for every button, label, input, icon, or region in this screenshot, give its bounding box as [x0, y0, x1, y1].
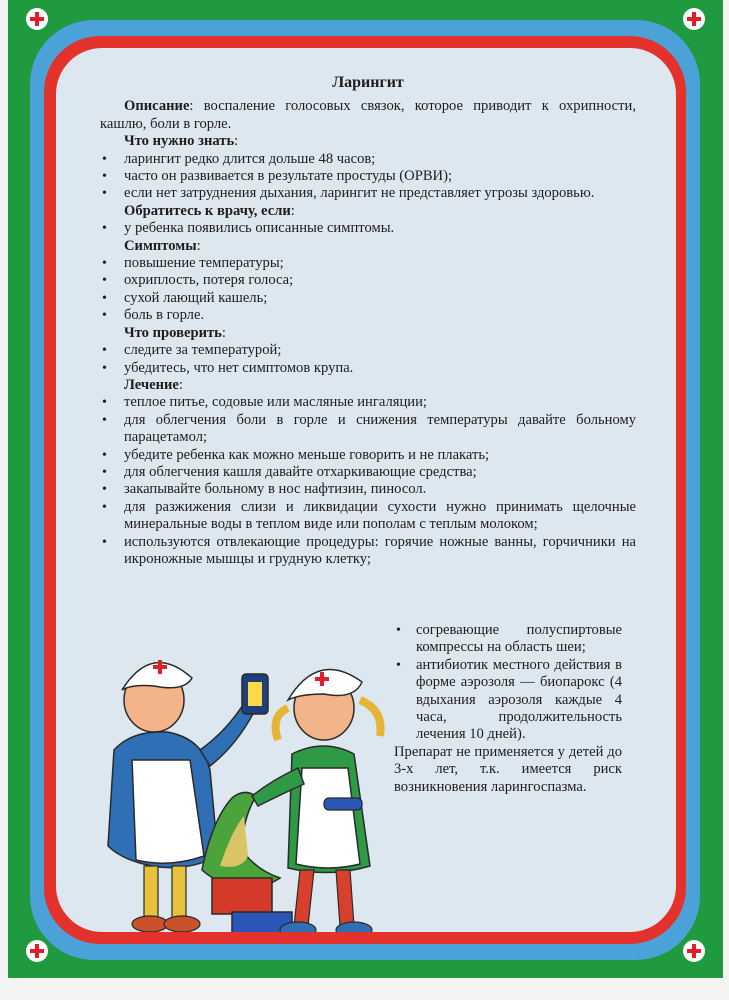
- boy-shoe-left: [132, 916, 168, 932]
- list-item: • следите за температурой;: [100, 342, 636, 359]
- list-item: • убедите ребенка как можно меньше говорить и не плакать;: [100, 447, 636, 464]
- medical-cross-icon: [26, 940, 48, 962]
- lantern-glass: [248, 682, 262, 706]
- section-heading: Что нужно знать:: [124, 133, 239, 150]
- section-heading-text: Что проверить: [124, 324, 222, 341]
- section-list: [100, 342, 636, 377]
- section-heading-text: Симптомы: [124, 237, 197, 254]
- section-heading-text: Лечение: [124, 376, 179, 393]
- girl-braid-left: [276, 708, 288, 740]
- girl-braid-right: [360, 700, 381, 736]
- list-item: • для облегчения кашля давайте отхаркивающие средства;: [100, 464, 636, 481]
- sections: [100, 133, 636, 568]
- flashlight-icon: [324, 798, 362, 810]
- medical-cross-icon: [683, 8, 705, 30]
- content-panel: [56, 48, 676, 932]
- section-heading-text: Что нужно знать: [124, 133, 235, 150]
- list-item: • если нет затруднения дыхания, ларингит не представляет угрозы здоровью.: [100, 185, 636, 202]
- list-item: • сухой лающий кашель;: [100, 290, 636, 307]
- medical-cross-icon: [26, 8, 48, 30]
- section-heading: Обратитесь к врачу, если:: [124, 202, 295, 219]
- section-list: [100, 394, 636, 568]
- right-note: Препарат не применяется у детей до 3-х лет, т.к. имеется риск возникновения ларингоспазма.: [394, 743, 622, 795]
- boy-shoe-right: [164, 916, 200, 932]
- section-heading: Симптомы:: [124, 237, 201, 254]
- section-heading-text: Обратитесь к врачу, если: [124, 202, 291, 219]
- list-item: • согревающие полуспиртовые компрессы на область шеи;: [394, 622, 622, 657]
- list-item: • охриплость, потеря голоса;: [100, 272, 636, 289]
- medical-cross-icon: [683, 940, 705, 962]
- right-column: [394, 622, 622, 796]
- section-list: [100, 220, 636, 237]
- section-list: [100, 151, 636, 203]
- list-item: • боль в горле.: [100, 307, 636, 324]
- section-heading: Что проверить:: [124, 324, 226, 341]
- section-list: [100, 255, 636, 325]
- list-item: • часто он развивается в результате простуды (ОРВИ);: [100, 168, 636, 185]
- boy-leg-right: [172, 866, 186, 920]
- list-item: • у ребенка появились описанные симптомы.: [100, 220, 636, 237]
- list-item: • для облегчения боли в горле и снижения температуры давайте больному парацетамол;: [100, 412, 636, 447]
- list-item: • антибиотик местного действия в форме аэрозоля — биопарокс (4 вдыхания аэрозоля каждые 4 часа, продолжительность лечения 10 дней).: [394, 657, 622, 744]
- list-item: • для разжижения слизи и ликвидации сухости нужно принимать щелочные минеральные воды в теплом виде или пополам с теплым молоком;: [100, 499, 636, 534]
- nurse-children-illustration: [92, 620, 412, 932]
- description: [100, 98, 636, 133]
- girl-leg-right: [336, 870, 354, 926]
- list-item: • закапывайте больному в нос нафтизин, пиносол.: [100, 481, 636, 498]
- list-item: • ларингит редко длится дольше 48 часов;: [100, 151, 636, 168]
- girl-hat-cross-h: [315, 677, 329, 681]
- section-heading: Лечение:: [124, 376, 183, 393]
- toy-block-top: [212, 878, 272, 914]
- list-item: • повышение температуры;: [100, 255, 636, 272]
- list-item: • теплое питье, содовые или масляные ингаляции;: [100, 394, 636, 411]
- girl-leg-left: [294, 870, 314, 926]
- boy-hat-cross-h: [153, 665, 167, 669]
- list-item: • убедитесь, что нет симптомов крупа.: [100, 360, 636, 377]
- page-title: Ларингит: [332, 74, 404, 91]
- boy-leg-left: [144, 866, 158, 920]
- girl-apron: [296, 768, 360, 868]
- article: [100, 74, 636, 568]
- right-list: [394, 622, 622, 744]
- description-text: : воспаление голосовых связок, которое приводит к охрипности, кашлю, боли в горле.: [100, 98, 636, 132]
- description-label: Описание: [124, 98, 190, 115]
- list-item: • используются отвлекающие процедуры: горячие ножные ванны, горчичники на икроножные мышцы и грудную клетку;: [100, 534, 636, 569]
